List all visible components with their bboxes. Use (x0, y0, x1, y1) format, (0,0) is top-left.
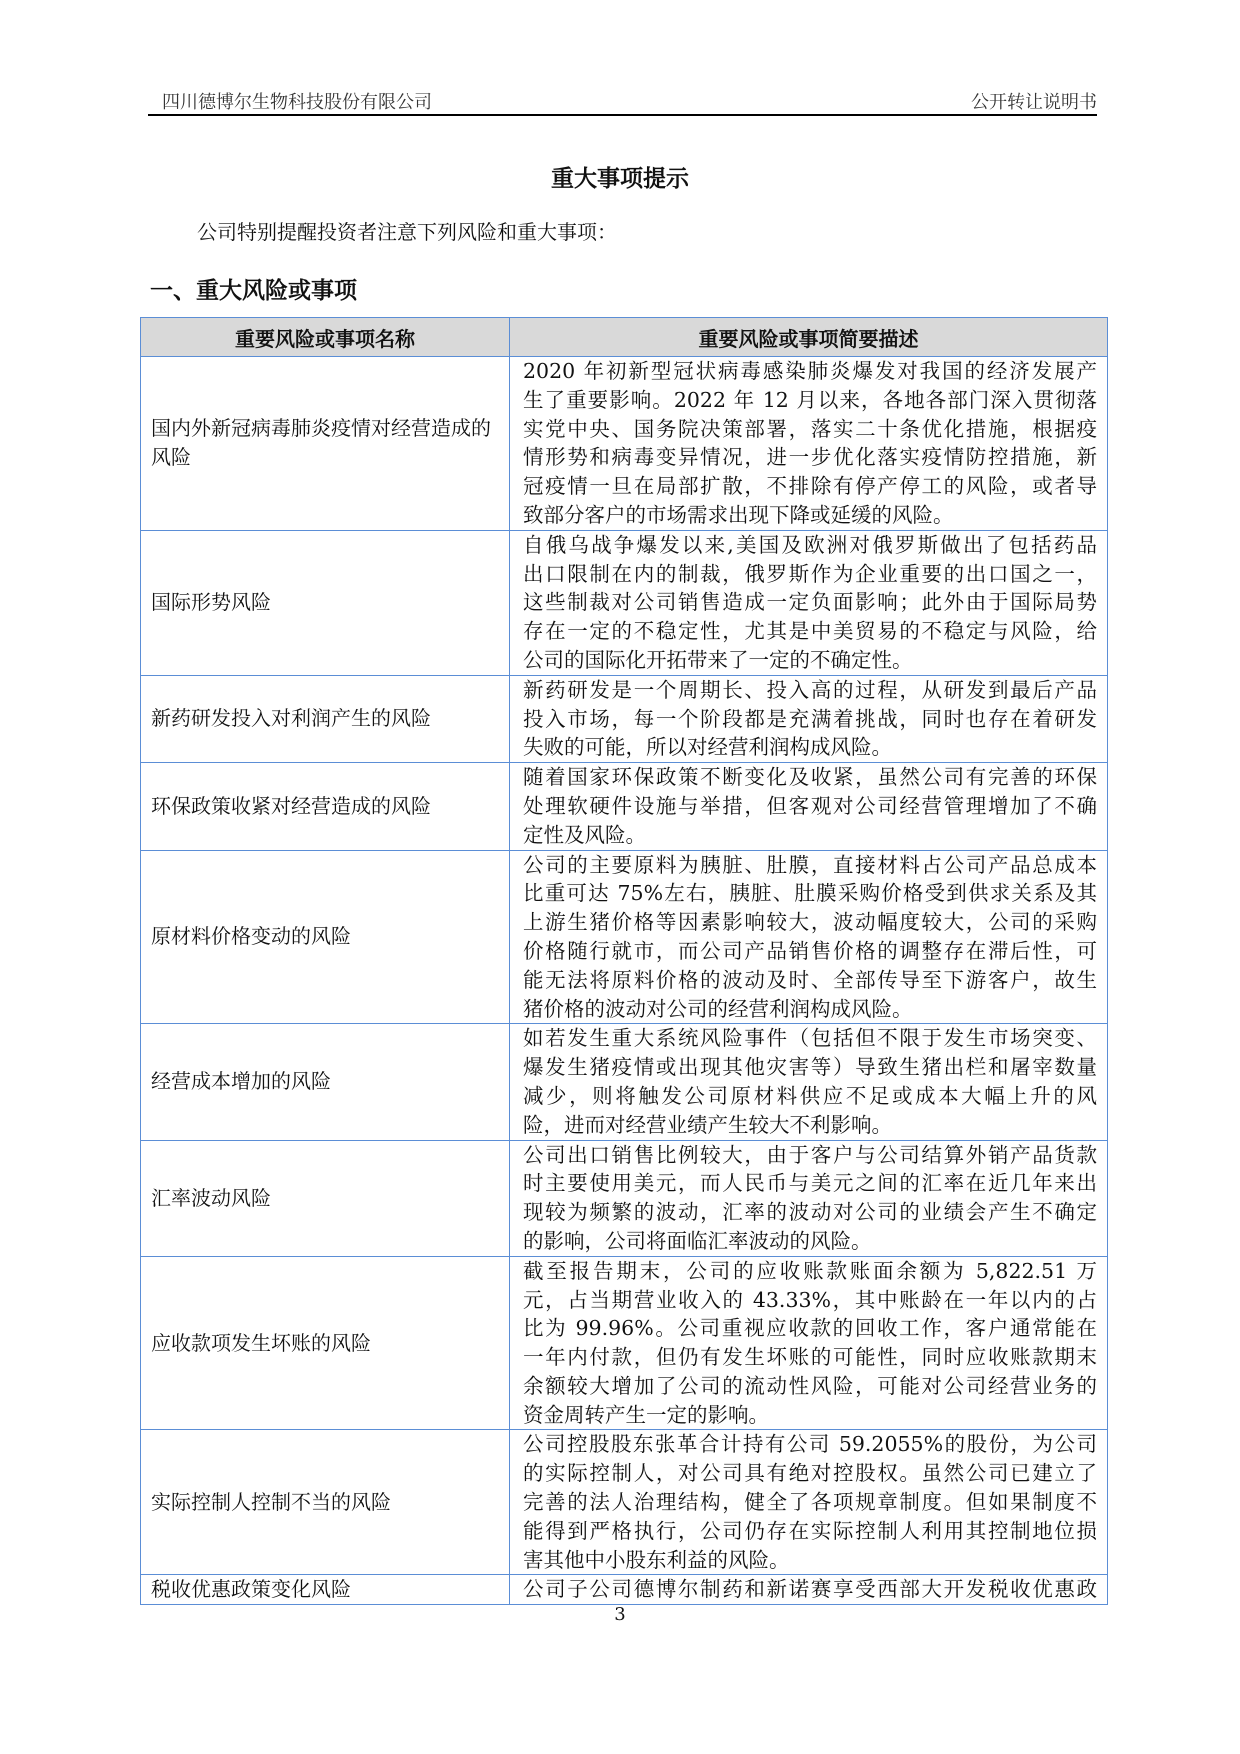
description-line: 定性及风险。 (523, 822, 646, 847)
description-line: 处理软硬件设施与举措，但客观对公司经营管理增加了不确 (523, 793, 1097, 818)
description-line: 能得到严格执行，公司仍存在实际控制人利用其控制地位损 (523, 1518, 1097, 1543)
page-number: 3 (614, 1604, 626, 1625)
description-line: 的影响，公司将面临汇率波动的风险。 (523, 1228, 872, 1253)
description-line: 一年内付款，但仍有发生坏账的可能性，同时应收账款期末 (523, 1345, 1097, 1370)
description-line: 公司子公司德博尔制药和新诺赛享受西部大开发税收优惠政 (523, 1577, 1097, 1602)
description-line: 随着国家环保政策不断变化及收紧，虽然公司有完善的环保 (523, 765, 1097, 790)
description-line: 时主要使用美元，而人民币与美元之间的汇率在近几年来出 (523, 1171, 1097, 1196)
description-line: 出口限制在内的制裁，俄罗斯作为企业重要的出口国之一， (523, 561, 1097, 586)
risk-description (510, 675, 1108, 762)
header-doc-type: 公开转让说明书 (971, 92, 1097, 113)
risk-name: 汇率波动风险 (141, 1140, 510, 1256)
risk-name: 实际控制人控制不当的风险 (141, 1430, 510, 1575)
description-line: 比重可达 75%左右，胰脏、肚膜采购价格受到供求关系及其 (523, 881, 1097, 906)
column-header-description: 重要风险或事项简要描述 (510, 318, 1108, 357)
risk-name: 应收款项发生坏账的风险 (141, 1256, 510, 1430)
table-row (141, 1024, 1108, 1140)
description-line: 2020 年初新型冠状病毒感染肺炎爆发对我国的经济发展产 (523, 359, 1097, 383)
description-line: 如若发生重大系统风险事件（包括但不限于发生市场突变、 (523, 1026, 1097, 1051)
header-company: 四川德博尔生物科技股份有限公司 (162, 92, 432, 113)
risk-description (510, 1430, 1108, 1575)
column-header-name: 重要风险或事项名称 (141, 318, 510, 357)
risk-description (510, 1256, 1108, 1430)
description-line: 险，进而对经营业绩产生较大不利影响。 (523, 1112, 892, 1137)
risk-description (510, 1140, 1108, 1256)
description-line: 公司的主要原料为胰脏、肚膜，直接材料占公司产品总成本 (523, 852, 1097, 877)
risk-description (510, 1024, 1108, 1140)
description-line: 爆发生猪疫情或出现其他灾害等）导致生猪出栏和屠宰数量 (523, 1055, 1097, 1080)
table-row (141, 1140, 1108, 1256)
table-row (141, 1430, 1108, 1575)
description-line: 害其他中小股东利益的风险。 (523, 1547, 790, 1572)
table-row (141, 357, 1108, 531)
description-line: 公司出口销售比例较大，由于客户与公司结算外销产品货款 (523, 1142, 1097, 1167)
risk-name: 环保政策收紧对经营造成的风险 (141, 763, 510, 850)
table-row (141, 850, 1108, 1024)
description-line: 存在一定的不稳定性，尤其是中美贸易的不稳定与风险，给 (523, 619, 1097, 644)
description-line: 失败的可能，所以对经营利润构成风险。 (523, 735, 892, 760)
description-line: 实党中央、国务院决策部署，落实二十条优化措施，根据疫 (523, 416, 1097, 441)
risk-name: 国际形势风险 (141, 530, 510, 675)
risk-description (510, 1575, 1108, 1605)
description-line: 截至报告期末，公司的应收账款账面余额为 5,822.51 万 (523, 1258, 1097, 1283)
description-line: 自俄乌战争爆发以来,美国及欧洲对俄罗斯做出了包括药品 (523, 532, 1097, 557)
description-line: 新药研发是一个周期长、投入高的过程，从研发到最后产品 (523, 677, 1097, 702)
table-row (141, 675, 1108, 762)
risk-name: 新药研发投入对利润产生的风险 (141, 675, 510, 762)
description-line: 元，占当期营业收入的 43.33%，其中账龄在一年以内的占 (523, 1287, 1097, 1312)
intro-paragraph: 公司特别提醒投资者注意下列风险和重大事项： (197, 220, 617, 244)
table-row (141, 1256, 1108, 1430)
risk-description (510, 530, 1108, 675)
description-line: 比为 99.96%。公司重视应收款的回收工作，客户通常能在 (523, 1316, 1097, 1341)
risk-description (510, 357, 1108, 531)
risk-description (510, 850, 1108, 1024)
table-row (141, 763, 1108, 850)
description-line: 余额较大增加了公司的流动性风险，可能对公司经营业务的 (523, 1373, 1097, 1398)
description-line: 情形势和病毒变异情况，进一步优化落实疫情防控措施，新 (523, 445, 1097, 470)
risk-name: 税收优惠政策变化风险 (141, 1575, 510, 1605)
description-line: 完善的法人治理结构，健全了各项规章制度。但如果制度不 (523, 1490, 1097, 1515)
page-title: 重大事项提示 (551, 166, 689, 192)
description-line: 资金周转产生一定的影响。 (523, 1402, 769, 1427)
risk-description (510, 763, 1108, 850)
description-line: 价格随行就市，而公司产品销售价格的调整存在滞后性，可 (523, 938, 1097, 963)
description-line: 减少，则将触发公司原材料供应不足或成本大幅上升的风 (523, 1083, 1097, 1108)
table-row (141, 530, 1108, 675)
description-line: 冠疫情一旦在局部扩散，不排除有停产停工的风险，或者导 (523, 474, 1097, 499)
description-line: 投入市场，每一个阶段都是充满着挑战，同时也存在着研发 (523, 706, 1097, 731)
table-row (141, 1575, 1108, 1605)
description-line: 能无法将原料价格的波动及时、全部传导至下游客户，故生 (523, 967, 1097, 992)
risk-name: 原材料价格变动的风险 (141, 850, 510, 1024)
description-line: 公司的国际化开拓带来了一定的不确定性。 (523, 647, 913, 672)
description-line: 现较为频繁的波动，汇率的波动对公司的业绩会产生不确定 (523, 1200, 1097, 1225)
section-heading: 一、重大风险或事项 (150, 278, 357, 304)
risk-table (140, 317, 1108, 1605)
description-line: 这些制裁对公司销售造成一定负面影响；此外由于国际局势 (523, 590, 1097, 615)
description-line: 生了重要影响。2022 年 12 月以来，各地各部门深入贯彻落 (523, 387, 1097, 412)
header-rule (148, 114, 1097, 116)
description-line: 上游生猪价格等因素影响较大，波动幅度较大，公司的采购 (523, 910, 1097, 935)
description-line: 公司控股股东张革合计持有公司 59.2055%的股份，为公司 (523, 1432, 1097, 1457)
description-line: 致部分客户的市场需求出现下降或延缓的风险。 (523, 502, 954, 527)
risk-name: 国内外新冠病毒肺炎疫情对经营造成的风险 (141, 357, 510, 531)
risk-name: 经营成本增加的风险 (141, 1024, 510, 1140)
description-line: 的实际控制人，对公司具有绝对控股权。虽然公司已建立了 (523, 1461, 1097, 1486)
table-header-row (141, 318, 1108, 357)
description-line: 猪价格的波动对公司的经营利润构成风险。 (523, 996, 913, 1021)
